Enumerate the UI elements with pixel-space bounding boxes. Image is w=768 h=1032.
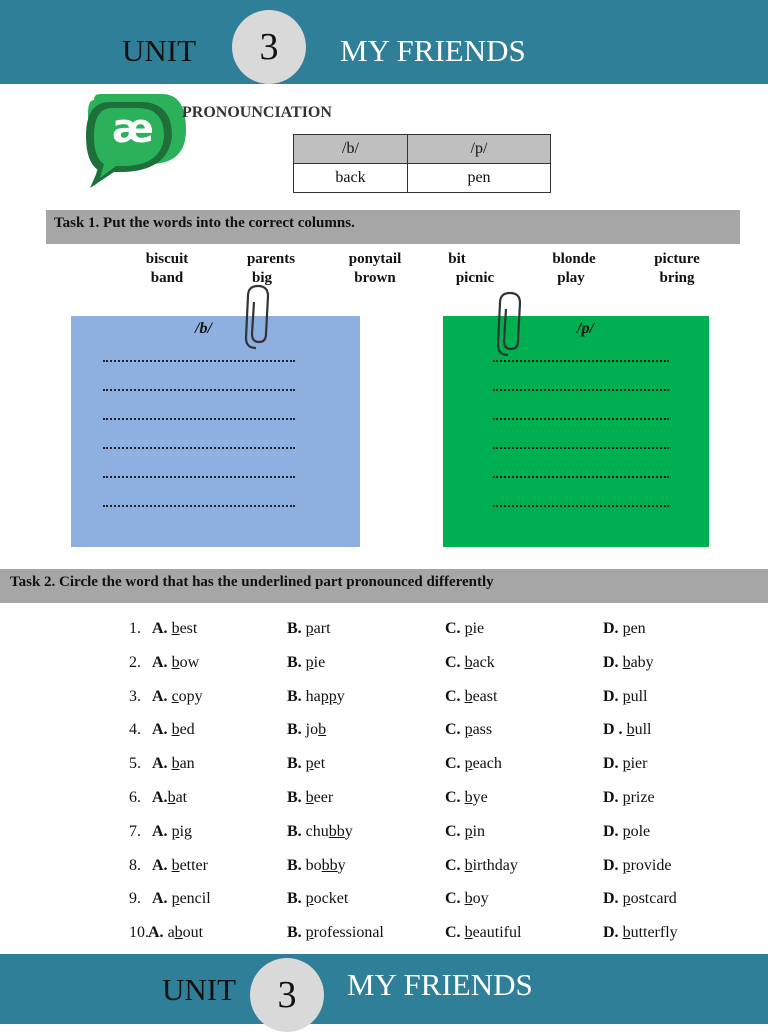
- option-letter: A.: [152, 620, 168, 637]
- word-bank-item: ponytail: [348, 251, 402, 267]
- option-letter: C.: [445, 653, 461, 671]
- option-letter: A.: [152, 856, 168, 874]
- answer-option-a[interactable]: [152, 654, 199, 672]
- word-suffix: each: [472, 755, 502, 773]
- answer-option-a[interactable]: [152, 688, 203, 706]
- pron-header-p: /p/: [408, 135, 551, 164]
- underlined-part: b: [464, 789, 473, 806]
- underlined-part: p: [622, 789, 631, 806]
- answer-option-d[interactable]: [603, 654, 654, 672]
- answer-blank[interactable]: [103, 389, 295, 391]
- question-number: 1.: [129, 620, 141, 637]
- underlined-part: b: [622, 924, 631, 942]
- underlined-part: b: [464, 924, 473, 942]
- underlined-part: p: [622, 856, 631, 874]
- word-suffix: ig: [179, 822, 193, 840]
- option-letter: D.: [603, 924, 619, 942]
- underlined-part: b: [622, 653, 631, 671]
- word-suffix: irthday: [472, 856, 518, 874]
- word-bank-item: bit: [448, 251, 466, 267]
- option-letter: B.: [287, 653, 302, 671]
- answer-option-b[interactable]: [287, 654, 325, 672]
- word-suffix: east: [472, 687, 498, 705]
- word-suffix: est: [179, 620, 198, 637]
- word-bank-item: parents: [246, 251, 296, 267]
- word-suffix: rize: [630, 789, 655, 806]
- underlined-part: p: [622, 890, 631, 908]
- answer-option-d[interactable]: [603, 755, 647, 773]
- option-letter: C.: [445, 687, 461, 705]
- answer-blank[interactable]: [103, 505, 295, 507]
- option-letter: D.: [603, 856, 619, 874]
- answer-option-d[interactable]: [603, 890, 677, 908]
- word-bank-item: brown: [354, 270, 396, 286]
- word-suffix: ole: [630, 822, 651, 840]
- option-letter: A.: [152, 653, 168, 671]
- word-suffix: etter: [179, 856, 208, 874]
- paper-clip-icon: [242, 282, 276, 354]
- answer-option-d[interactable]: [603, 857, 671, 875]
- footer-unit-label: UNIT: [162, 972, 237, 1007]
- answer-option-c[interactable]: [445, 789, 488, 807]
- word-prefix: a: [167, 924, 175, 942]
- pron-header-b: /b/: [294, 135, 408, 164]
- word-suffix: rovide: [630, 856, 672, 874]
- option-letter: B.: [287, 924, 302, 942]
- word-suffix: ull: [630, 687, 648, 705]
- task1-title: Task 1. Put the words into the correct columns.: [46, 210, 740, 244]
- option-letter: C.: [445, 924, 461, 942]
- underlined-part: p: [305, 755, 314, 773]
- word-suffix: ack: [472, 653, 495, 671]
- pronunciation-label: PRONOUNCIATION: [182, 104, 332, 121]
- answer-option-a[interactable]: [152, 755, 195, 773]
- answer-option-a[interactable]: [152, 857, 208, 875]
- question-number: 8.: [129, 856, 141, 874]
- answer-option-b[interactable]: [287, 823, 353, 841]
- option-letter: A.: [152, 755, 168, 773]
- word-suffix: opy: [178, 687, 203, 705]
- answer-blank[interactable]: [103, 447, 295, 449]
- word-bank-item: picnic: [455, 270, 495, 286]
- pronunciation-table: [293, 134, 551, 193]
- underlined-part: p: [622, 755, 631, 773]
- word-suffix: aby: [630, 653, 654, 671]
- option-letter: B.: [287, 789, 302, 806]
- answer-blank[interactable]: [493, 505, 669, 507]
- underlined-part: p: [622, 620, 631, 637]
- option-letter: D.: [603, 789, 619, 806]
- word-suffix: et: [313, 755, 326, 773]
- answer-blank[interactable]: [493, 447, 669, 449]
- answer-option-b[interactable]: [287, 755, 325, 773]
- underlined-part: p: [464, 822, 473, 840]
- question-number: 9.: [129, 890, 141, 908]
- answer-option-d[interactable]: [603, 789, 655, 807]
- answer-option-d[interactable]: [603, 721, 651, 739]
- answer-option-c[interactable]: [445, 857, 518, 875]
- underlined-part: b: [305, 789, 314, 806]
- underlined-part: pp: [320, 687, 337, 705]
- underlined-part: p: [464, 620, 473, 637]
- header-unit-label: UNIT: [122, 33, 197, 68]
- pron-example-p: pen: [408, 164, 551, 193]
- word-prefix: jo: [305, 721, 319, 739]
- word-suffix: ie: [313, 653, 326, 671]
- answer-option-b[interactable]: [287, 924, 384, 942]
- answer-option-b[interactable]: [287, 620, 331, 638]
- option-letter: A.: [152, 721, 168, 739]
- note-p-label: /p/: [577, 320, 594, 337]
- answer-option-b[interactable]: [287, 721, 326, 739]
- word-bank-item: biscuit: [145, 251, 189, 267]
- underlined-part: b: [318, 721, 327, 739]
- underlined-part: b: [464, 890, 473, 908]
- ae-symbol: æ: [112, 106, 154, 152]
- word-bank-item: bring: [659, 270, 695, 286]
- underlined-part: p: [622, 822, 631, 840]
- answer-option-a[interactable]: [152, 721, 195, 739]
- answer-option-d[interactable]: [603, 924, 678, 942]
- option-letter: D.: [603, 890, 619, 908]
- word-suffix: ostcard: [630, 890, 677, 908]
- answer-option-a[interactable]: [148, 924, 203, 942]
- footer-band: [0, 954, 768, 1024]
- header-title: MY FRIENDS: [340, 33, 526, 68]
- option-letter: D.: [603, 687, 619, 705]
- answer-option-b[interactable]: [287, 688, 345, 706]
- underlined-part: p: [305, 890, 314, 908]
- answer-option-c[interactable]: [445, 688, 497, 706]
- answer-option-c[interactable]: [445, 654, 495, 672]
- word-suffix: rofessional: [313, 924, 384, 942]
- word-suffix: eautiful: [472, 924, 522, 942]
- word-suffix: ed: [179, 721, 195, 739]
- header-band: [0, 0, 768, 84]
- word-bank-item: band: [150, 270, 184, 286]
- answer-option-a[interactable]: [152, 789, 187, 807]
- answer-option-b[interactable]: [287, 789, 333, 807]
- word-suffix: en: [630, 620, 646, 637]
- answer-blank[interactable]: [493, 389, 669, 391]
- option-letter: A.: [152, 687, 168, 705]
- question-number: 5.: [129, 755, 141, 773]
- answer-option-a[interactable]: [152, 620, 197, 638]
- underlined-part: p: [171, 822, 180, 840]
- question-number: 6.: [129, 789, 141, 806]
- word-suffix: ocket: [313, 890, 349, 908]
- word-prefix: chu: [305, 822, 329, 840]
- underlined-part: bb: [328, 822, 345, 840]
- answer-blank[interactable]: [103, 476, 295, 478]
- option-letter: D.: [603, 822, 619, 840]
- option-letter: C.: [445, 721, 461, 739]
- word-suffix: in: [472, 822, 486, 840]
- task2-title: Task 2. Circle the word that has the underlined part pronounced differently: [0, 569, 768, 603]
- option-letter: B.: [287, 890, 302, 908]
- underlined-part: p: [171, 890, 180, 908]
- word-prefix: ha: [305, 687, 321, 705]
- option-letter: C.: [445, 890, 461, 908]
- word-suffix: ull: [634, 721, 652, 739]
- underlined-part: b: [171, 721, 180, 739]
- option-letter: A.: [152, 890, 168, 908]
- word-suffix: y: [344, 822, 353, 840]
- option-letter: B.: [287, 721, 302, 739]
- footer-unit-number: 3: [250, 958, 324, 1032]
- word-suffix: encil: [179, 890, 211, 908]
- answer-option-c[interactable]: [445, 755, 502, 773]
- note-b-column: [71, 316, 360, 547]
- underlined-part: b: [626, 721, 635, 739]
- option-letter: C.: [445, 856, 461, 874]
- underlined-part: b: [171, 620, 180, 637]
- option-letter: A.: [152, 822, 168, 840]
- option-letter: B.: [287, 687, 302, 705]
- word-suffix: ass: [472, 721, 493, 739]
- word-suffix: oy: [472, 890, 489, 908]
- pronunciation-logo: [80, 92, 188, 197]
- underlined-part: b: [171, 856, 180, 874]
- question-number: 3.: [129, 687, 141, 705]
- header-unit-number: 3: [232, 10, 306, 84]
- underlined-part: b: [174, 924, 183, 942]
- option-letter: D .: [603, 721, 623, 739]
- option-letter: C.: [445, 620, 461, 637]
- answer-option-c[interactable]: [445, 924, 521, 942]
- question-number: 2.: [129, 653, 141, 671]
- answer-blank[interactable]: [103, 418, 295, 420]
- option-letter: B.: [287, 620, 302, 637]
- underlined-part: b: [171, 755, 180, 773]
- answer-option-d[interactable]: [603, 823, 650, 841]
- question-number: 7.: [129, 822, 141, 840]
- word-suffix: ye: [472, 789, 488, 806]
- word-bank-item: picture: [654, 251, 700, 267]
- underlined-part: p: [464, 721, 473, 739]
- underlined-part: p: [305, 620, 314, 637]
- underlined-part: b: [464, 653, 473, 671]
- answer-option-d[interactable]: [603, 688, 647, 706]
- option-letter: B.: [287, 822, 302, 840]
- option-letter: B.: [287, 856, 302, 874]
- option-letter: C.: [445, 755, 461, 773]
- option-letter: B.: [287, 755, 302, 773]
- word-suffix: ow: [179, 653, 200, 671]
- underlined-part: b: [167, 789, 176, 806]
- underlined-part: bb: [321, 856, 338, 874]
- note-p-column: [443, 316, 709, 547]
- option-letter: A.: [152, 789, 168, 806]
- word-suffix: utterfly: [630, 924, 678, 942]
- option-letter: C.: [445, 822, 461, 840]
- underlined-part: p: [464, 755, 473, 773]
- answer-blank[interactable]: [493, 418, 669, 420]
- note-b-label: /b/: [195, 320, 212, 337]
- answer-option-b[interactable]: [287, 857, 346, 875]
- underlined-part: b: [464, 687, 473, 705]
- option-letter: C.: [445, 789, 461, 806]
- underlined-part: p: [622, 687, 631, 705]
- underlined-part: b: [464, 856, 473, 874]
- word-prefix: bo: [305, 856, 322, 874]
- word-suffix: y: [336, 687, 345, 705]
- pron-example-b: back: [294, 164, 408, 193]
- answer-option-a[interactable]: [152, 890, 211, 908]
- word-bank-item: play: [557, 270, 585, 286]
- option-letter: A.: [148, 924, 164, 942]
- underlined-part: p: [305, 924, 314, 942]
- underlined-part: p: [305, 653, 314, 671]
- footer-title: MY FRIENDS: [347, 967, 533, 1002]
- word-suffix: y: [337, 856, 346, 874]
- word-bank-item: big: [251, 270, 272, 286]
- word-bank-item: blonde: [552, 251, 596, 267]
- question-number: 4.: [129, 721, 141, 739]
- underlined-part: c: [171, 687, 179, 705]
- underlined-part: b: [171, 653, 180, 671]
- answer-option-c[interactable]: [445, 823, 485, 841]
- word-suffix: at: [175, 789, 188, 806]
- answer-option-b[interactable]: [287, 890, 348, 908]
- word-suffix: eer: [313, 789, 334, 806]
- option-letter: D.: [603, 653, 619, 671]
- word-suffix: out: [182, 924, 204, 942]
- paper-clip-icon: [494, 289, 528, 361]
- answer-option-c[interactable]: [445, 620, 484, 638]
- answer-option-c[interactable]: [445, 890, 489, 908]
- answer-blank[interactable]: [493, 476, 669, 478]
- question-number: 10.: [129, 924, 149, 942]
- option-letter: D.: [603, 620, 619, 637]
- answer-option-a[interactable]: [152, 823, 192, 841]
- answer-option-c[interactable]: [445, 721, 492, 739]
- answer-option-d[interactable]: [603, 620, 646, 638]
- answer-blank[interactable]: [103, 360, 295, 362]
- option-letter: D.: [603, 755, 619, 773]
- word-suffix: ie: [472, 620, 485, 637]
- word-suffix: art: [313, 620, 331, 637]
- word-suffix: ier: [630, 755, 648, 773]
- word-suffix: an: [179, 755, 195, 773]
